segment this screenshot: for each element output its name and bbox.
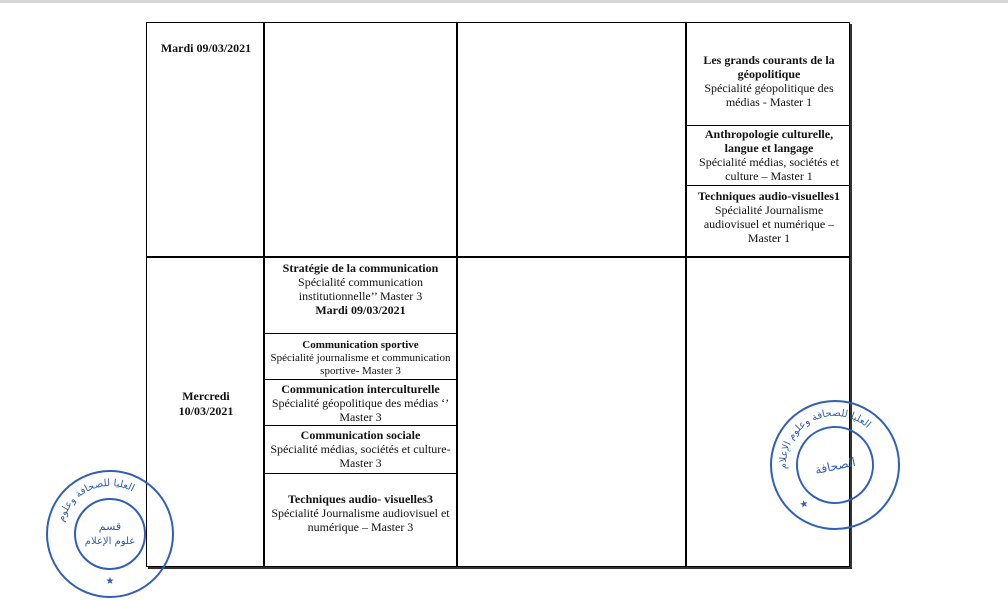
day1-slot4-sep-1 [687, 125, 849, 126]
day2-slot2-course-1 [267, 261, 454, 317]
day1-slot4-sep-2 [687, 185, 849, 186]
svg-text:★: ★ [105, 576, 115, 587]
day2-slot2-sep-1 [265, 333, 456, 334]
course-detail: Spécialité géopolitique des médias ‘’ Master 3 [271, 396, 450, 424]
day2-slot2-sep-4 [265, 473, 456, 474]
svg-text:العليا للصحافة وعلوم: العليا للصحافة وعلوم [55, 477, 137, 524]
course-title: Techniques audio- visuelles3 [288, 492, 433, 506]
course-title: Les grands courants de la géopolitique [703, 53, 835, 81]
left-stamp-lettering [48, 472, 172, 596]
day1-slot4-course-2 [693, 127, 845, 183]
day1-slot4-course-1 [693, 53, 845, 109]
day2-slot2-course-2 [267, 339, 454, 378]
day2-slot2-sep-3 [265, 425, 456, 426]
course-title: Communication sportive [302, 339, 419, 351]
course-title: Communication interculturelle [281, 382, 440, 396]
course-detail: Spécialité médias, sociétés et culture- Master 3 [270, 442, 451, 470]
course-title: Stratégie de la communication [282, 261, 439, 275]
svg-text:★: ★ [798, 498, 810, 512]
svg-text:العليا للصحافة وعلوم الإعلام: العليا للصحافة وعلوم الإعلام [777, 407, 873, 470]
svg-text:قسم: قسم [98, 520, 122, 533]
course-detail: Spécialité communication institutionnelle’’ Master 3 [298, 275, 423, 303]
day2-slot2-course-3 [267, 382, 454, 424]
day1-slot4-course-3 [693, 189, 845, 245]
day2-slot2-course-4 [267, 428, 454, 470]
day2-slot2-sep-2 [265, 379, 456, 380]
course-detail: Spécialité journalisme et communication sportive- Master 3 [270, 352, 451, 377]
day2-slot2-course-5 [267, 492, 454, 534]
course-detail: Spécialité Journalisme audiovisuel et numérique – Master 3 [271, 506, 450, 534]
col-divider-2 [456, 23, 458, 566]
left-official-stamp [46, 470, 174, 598]
day-1-date: Mardi 09/03/2021 [160, 41, 252, 55]
course-title: Anthropologie culturelle, langue et langage [704, 127, 834, 155]
schedule-table [146, 22, 850, 567]
svg-text:علوم الإعلام: علوم الإعلام [84, 536, 136, 547]
top-border [0, 0, 1008, 3]
row-divider [147, 256, 849, 258]
col-divider-1 [263, 23, 265, 566]
course-detail: Spécialité médias, sociétés et culture – Master 1 [699, 155, 839, 183]
course-detail: Spécialité Journalisme audiovisuel et numérique – Master 1 [703, 203, 835, 245]
day-2-date: Mercredi 10/03/2021 [178, 389, 234, 418]
right-stamp-lettering [760, 390, 909, 539]
col-divider-3 [685, 23, 687, 566]
course-title: Techniques audio-visuelles1 [698, 189, 840, 203]
course-title: Communication sociale [300, 428, 421, 442]
course-date-note: Mardi 09/03/2021 [315, 303, 406, 317]
course-detail: Spécialité géopolitique des médias - Master 1 [704, 81, 834, 109]
svg-text:الصحافة: الصحافة [813, 454, 857, 478]
